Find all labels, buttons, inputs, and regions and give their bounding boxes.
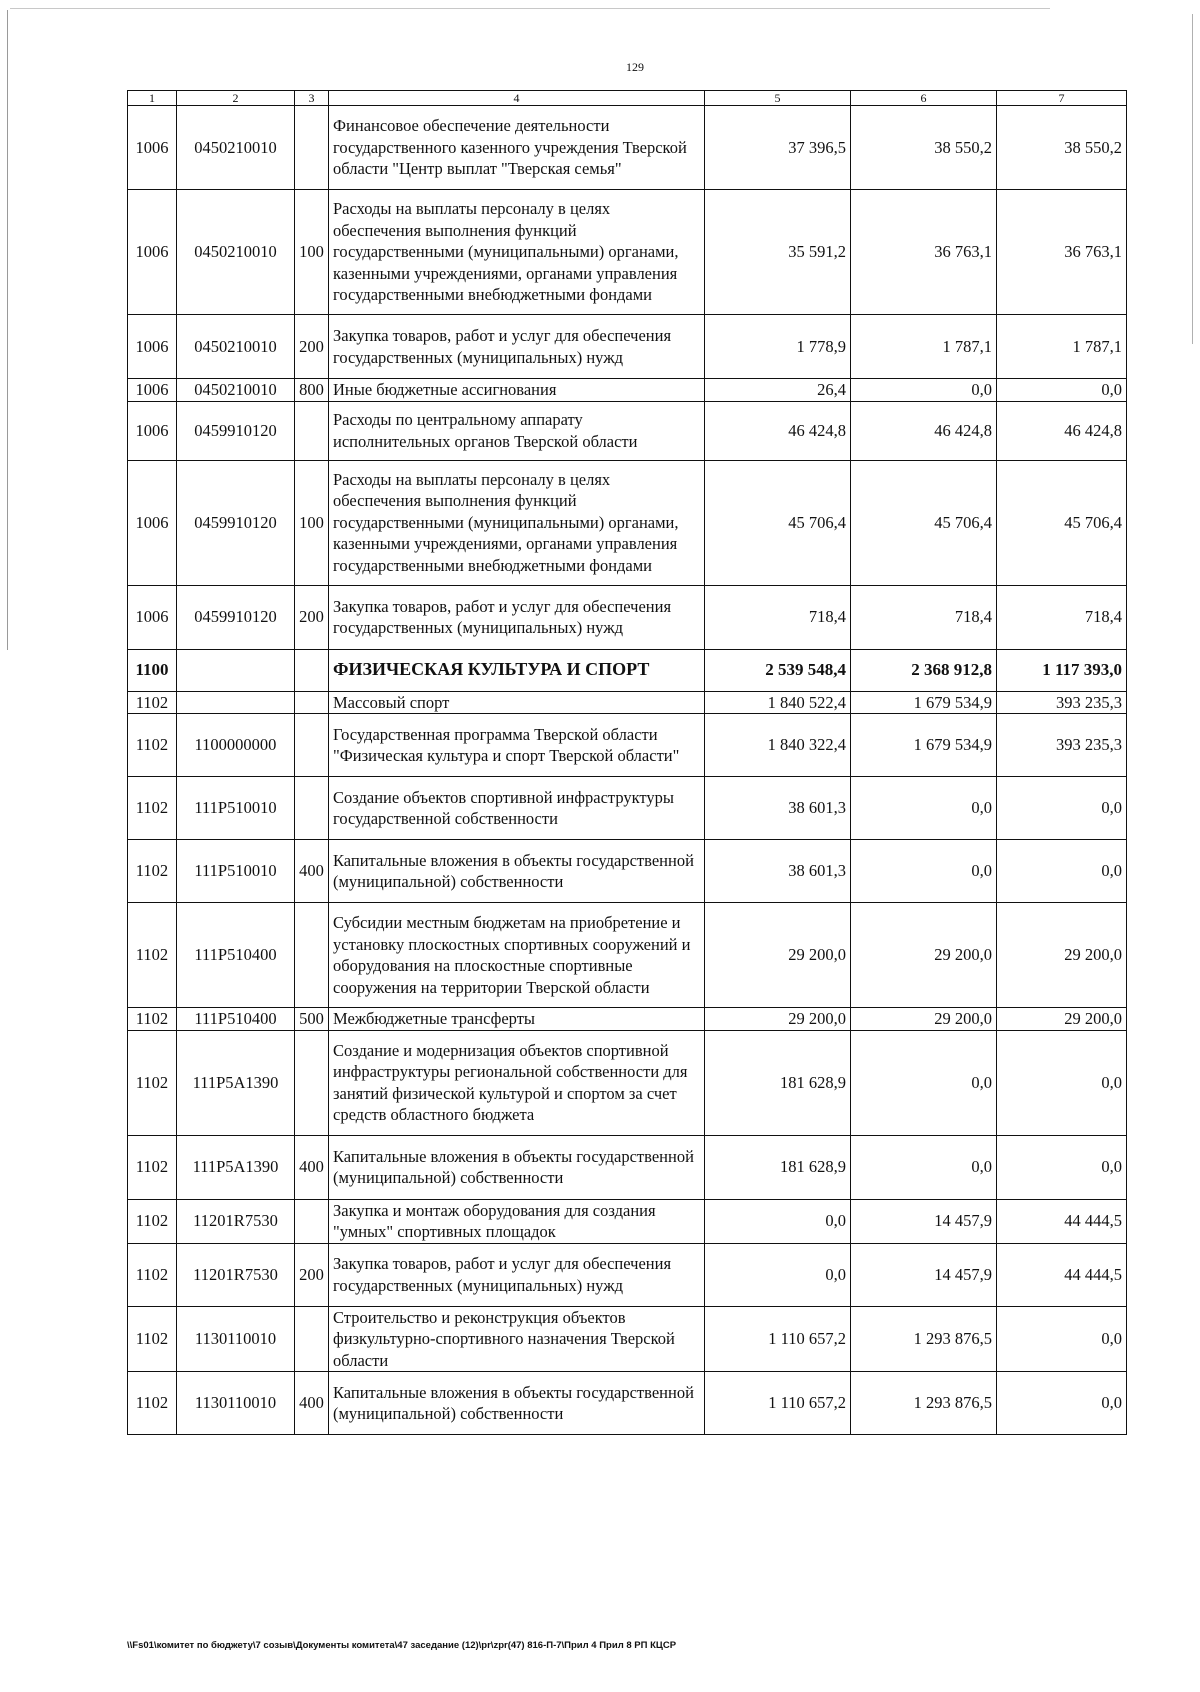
footer-file-path: \\Fs01\комитет по бюджету\7 созыв\Документы комитета\47 заседание (12)\pr\zpr(47) 816-П-7\Прил 4 Прил 8 РП КЦСР xyxy=(127,1640,677,1651)
cell-value-col7: 0,0 xyxy=(997,1135,1127,1199)
cell-value-col6: 0,0 xyxy=(851,379,997,402)
cell-description: Закупка товаров, работ и услуг для обеспечения государственных (муниципальных) нужд xyxy=(329,585,705,649)
cell-expense-type: 400 xyxy=(295,1135,329,1199)
cell-expense-type: 400 xyxy=(295,1372,329,1435)
table-row xyxy=(128,649,1127,691)
cell-value-col6: 46 424,8 xyxy=(851,401,997,460)
cell-target-code: 1130110010 xyxy=(177,1306,295,1372)
column-header: 4 xyxy=(329,91,705,106)
cell-description: Иные бюджетные ассигнования xyxy=(329,379,705,402)
cell-value-col6: 1 679 534,9 xyxy=(851,691,997,714)
cell-value-col5: 1 778,9 xyxy=(705,315,851,379)
cell-description: ФИЗИЧЕСКАЯ КУЛЬТУРА И СПОРТ xyxy=(329,649,705,691)
cell-value-col7: 0,0 xyxy=(997,1372,1127,1435)
cell-expense-type xyxy=(295,691,329,714)
cell-section: 1102 xyxy=(128,1372,177,1435)
cell-target-code: 111P510010 xyxy=(177,777,295,840)
cell-target-code: 0450210010 xyxy=(177,190,295,315)
cell-value-col5: 181 628,9 xyxy=(705,1135,851,1199)
cell-value-col7: 29 200,0 xyxy=(997,1008,1127,1031)
cell-description: Расходы на выплаты персоналу в целях обеспечения выполнения функций государственными (муниципальными) органами, казенными учреждениями, органами управления государственными внебюджетными фондами xyxy=(329,460,705,585)
cell-expense-type xyxy=(295,903,329,1008)
cell-description: Закупка товаров, работ и услуг для обеспечения государственных (муниципальных) нужд xyxy=(329,1243,705,1306)
scan-edge-top xyxy=(10,8,1050,9)
cell-target-code: 0450210010 xyxy=(177,106,295,190)
cell-description: Капитальные вложения в объекты государственной (муниципальной) собственности xyxy=(329,840,705,903)
cell-value-col5: 181 628,9 xyxy=(705,1030,851,1135)
cell-target-code xyxy=(177,649,295,691)
table-row xyxy=(128,585,1127,649)
cell-value-col7: 38 550,2 xyxy=(997,106,1127,190)
cell-target-code: 11201R7530 xyxy=(177,1243,295,1306)
cell-description: Межбюджетные трансферты xyxy=(329,1008,705,1031)
cell-description: Закупка и монтаж оборудования для создания "умных" спортивных площадок xyxy=(329,1199,705,1243)
cell-target-code: 11201R7530 xyxy=(177,1199,295,1243)
cell-expense-type xyxy=(295,1030,329,1135)
cell-target-code: 0459910120 xyxy=(177,460,295,585)
column-header: 3 xyxy=(295,91,329,106)
column-header: 2 xyxy=(177,91,295,106)
cell-section: 1102 xyxy=(128,1306,177,1372)
cell-value-col5: 38 601,3 xyxy=(705,777,851,840)
cell-target-code: 1100000000 xyxy=(177,714,295,777)
cell-value-col7: 0,0 xyxy=(997,840,1127,903)
cell-section: 1006 xyxy=(128,106,177,190)
cell-target-code: 111P510010 xyxy=(177,840,295,903)
cell-value-col5: 35 591,2 xyxy=(705,190,851,315)
cell-description: Финансовое обеспечение деятельности государственного казенного учреждения Тверской области "Центр выплат "Тверская семья" xyxy=(329,106,705,190)
cell-value-col5: 0,0 xyxy=(705,1243,851,1306)
cell-value-col7: 46 424,8 xyxy=(997,401,1127,460)
table-row xyxy=(128,379,1127,402)
cell-expense-type: 200 xyxy=(295,1243,329,1306)
cell-target-code: 111P510400 xyxy=(177,1008,295,1031)
cell-value-col6: 38 550,2 xyxy=(851,106,997,190)
cell-value-col7: 0,0 xyxy=(997,1306,1127,1372)
cell-value-col6: 0,0 xyxy=(851,1135,997,1199)
cell-value-col6: 0,0 xyxy=(851,1030,997,1135)
cell-expense-type: 100 xyxy=(295,190,329,315)
cell-description: Расходы по центральному аппарату исполнительных органов Тверской области xyxy=(329,401,705,460)
cell-target-code: 0450210010 xyxy=(177,315,295,379)
cell-value-col5: 38 601,3 xyxy=(705,840,851,903)
cell-expense-type: 200 xyxy=(295,315,329,379)
cell-target-code: 1130110010 xyxy=(177,1372,295,1435)
cell-description: Создание объектов спортивной инфраструктуры государственной собственности xyxy=(329,777,705,840)
cell-expense-type xyxy=(295,1199,329,1243)
cell-value-col7: 1 787,1 xyxy=(997,315,1127,379)
cell-section: 1006 xyxy=(128,315,177,379)
cell-value-col5: 1 840 522,4 xyxy=(705,691,851,714)
cell-section: 1102 xyxy=(128,1199,177,1243)
column-header: 6 xyxy=(851,91,997,106)
cell-value-col5: 26,4 xyxy=(705,379,851,402)
cell-description: Капитальные вложения в объекты государственной (муниципальной) собственности xyxy=(329,1135,705,1199)
cell-description: Капитальные вложения в объекты государственной (муниципальной) собственности xyxy=(329,1372,705,1435)
cell-value-col6: 45 706,4 xyxy=(851,460,997,585)
cell-value-col5: 0,0 xyxy=(705,1199,851,1243)
cell-description: Строительство и реконструкция объектов физкультурно-спортивного назначения Тверской области xyxy=(329,1306,705,1372)
cell-value-col5: 1 840 322,4 xyxy=(705,714,851,777)
cell-value-col6: 1 293 876,5 xyxy=(851,1372,997,1435)
table-row xyxy=(128,1243,1127,1306)
cell-value-col7: 0,0 xyxy=(997,777,1127,840)
column-header: 5 xyxy=(705,91,851,106)
cell-section: 1006 xyxy=(128,401,177,460)
cell-expense-type xyxy=(295,401,329,460)
cell-value-col5: 1 110 657,2 xyxy=(705,1372,851,1435)
table-row xyxy=(128,1372,1127,1435)
table-row xyxy=(128,1306,1127,1372)
table-row xyxy=(128,106,1127,190)
cell-section: 1102 xyxy=(128,777,177,840)
cell-section: 1102 xyxy=(128,1008,177,1031)
cell-value-col6: 29 200,0 xyxy=(851,1008,997,1031)
cell-expense-type: 200 xyxy=(295,585,329,649)
table-row xyxy=(128,1135,1127,1199)
budget-table xyxy=(127,90,1127,1435)
cell-value-col7: 45 706,4 xyxy=(997,460,1127,585)
cell-section: 1102 xyxy=(128,903,177,1008)
page-number: 129 xyxy=(626,60,644,74)
cell-value-col7: 44 444,5 xyxy=(997,1243,1127,1306)
table-row xyxy=(128,1199,1127,1243)
cell-value-col6: 14 457,9 xyxy=(851,1243,997,1306)
cell-value-col5: 46 424,8 xyxy=(705,401,851,460)
cell-expense-type: 100 xyxy=(295,460,329,585)
cell-value-col7: 29 200,0 xyxy=(997,903,1127,1008)
cell-expense-type xyxy=(295,1306,329,1372)
cell-target-code: 0459910120 xyxy=(177,585,295,649)
cell-value-col5: 2 539 548,4 xyxy=(705,649,851,691)
column-header: 7 xyxy=(997,91,1127,106)
cell-value-col7: 718,4 xyxy=(997,585,1127,649)
cell-value-col6: 718,4 xyxy=(851,585,997,649)
table-row xyxy=(128,714,1127,777)
table-body xyxy=(128,106,1127,1435)
cell-description: Закупка товаров, работ и услуг для обеспечения государственных (муниципальных) нужд xyxy=(329,315,705,379)
cell-value-col7: 393 235,3 xyxy=(997,691,1127,714)
cell-section: 1102 xyxy=(128,1243,177,1306)
cell-value-col6: 29 200,0 xyxy=(851,903,997,1008)
table-row xyxy=(128,903,1127,1008)
table-row xyxy=(128,190,1127,315)
table-row xyxy=(128,401,1127,460)
cell-target-code: 0459910120 xyxy=(177,401,295,460)
cell-section: 1006 xyxy=(128,379,177,402)
cell-section: 1006 xyxy=(128,460,177,585)
cell-description: Субсидии местным бюджетам на приобретение и установку плоскостных спортивных сооружений и оборудования на плоскостные спортивные сооружения на территории Тверской области xyxy=(329,903,705,1008)
cell-description: Создание и модернизация объектов спортивной инфраструктуры региональной собственности для занятий физической культурой и спортом за счет средств областного бюджета xyxy=(329,1030,705,1135)
table-header-row xyxy=(128,91,1127,106)
table-row xyxy=(128,840,1127,903)
cell-expense-type xyxy=(295,649,329,691)
cell-value-col6: 1 787,1 xyxy=(851,315,997,379)
cell-value-col6: 36 763,1 xyxy=(851,190,997,315)
cell-value-col6: 1 293 876,5 xyxy=(851,1306,997,1372)
cell-description: Расходы на выплаты персоналу в целях обеспечения выполнения функций государственными (муниципальными) органами, казенными учреждениями, органами управления государственными внебюджетными фондами xyxy=(329,190,705,315)
cell-value-col7: 44 444,5 xyxy=(997,1199,1127,1243)
table-row xyxy=(128,315,1127,379)
cell-section: 1102 xyxy=(128,714,177,777)
cell-description: Массовый спорт xyxy=(329,691,705,714)
cell-section: 1102 xyxy=(128,1135,177,1199)
cell-value-col5: 45 706,4 xyxy=(705,460,851,585)
table-row xyxy=(128,1008,1127,1031)
cell-expense-type xyxy=(295,714,329,777)
cell-value-col6: 1 679 534,9 xyxy=(851,714,997,777)
cell-section: 1102 xyxy=(128,691,177,714)
cell-value-col6: 0,0 xyxy=(851,777,997,840)
cell-target-code xyxy=(177,691,295,714)
cell-value-col6: 14 457,9 xyxy=(851,1199,997,1243)
cell-description: Государственная программа Тверской области "Физическая культура и спорт Тверской области" xyxy=(329,714,705,777)
cell-target-code: 111P5A1390 xyxy=(177,1135,295,1199)
cell-value-col7: 1 117 393,0 xyxy=(997,649,1127,691)
cell-target-code: 111P5A1390 xyxy=(177,1030,295,1135)
scan-edge-left xyxy=(7,10,8,650)
cell-expense-type: 800 xyxy=(295,379,329,402)
cell-value-col7: 0,0 xyxy=(997,379,1127,402)
table-row xyxy=(128,1030,1127,1135)
cell-expense-type xyxy=(295,106,329,190)
cell-value-col5: 29 200,0 xyxy=(705,1008,851,1031)
cell-value-col5: 718,4 xyxy=(705,585,851,649)
cell-value-col5: 37 396,5 xyxy=(705,106,851,190)
table-row xyxy=(128,460,1127,585)
cell-value-col7: 0,0 xyxy=(997,1030,1127,1135)
cell-value-col6: 0,0 xyxy=(851,840,997,903)
table-row xyxy=(128,777,1127,840)
cell-section: 1006 xyxy=(128,190,177,315)
cell-value-col5: 29 200,0 xyxy=(705,903,851,1008)
column-header: 1 xyxy=(128,91,177,106)
cell-section: 1006 xyxy=(128,585,177,649)
cell-expense-type: 500 xyxy=(295,1008,329,1031)
cell-value-col7: 36 763,1 xyxy=(997,190,1127,315)
cell-value-col5: 1 110 657,2 xyxy=(705,1306,851,1372)
cell-value-col6: 2 368 912,8 xyxy=(851,649,997,691)
cell-target-code: 0450210010 xyxy=(177,379,295,402)
cell-section: 1102 xyxy=(128,1030,177,1135)
cell-expense-type xyxy=(295,777,329,840)
cell-section: 1100 xyxy=(128,649,177,691)
cell-expense-type: 400 xyxy=(295,840,329,903)
cell-target-code: 111P510400 xyxy=(177,903,295,1008)
cell-section: 1102 xyxy=(128,840,177,903)
table-row xyxy=(128,691,1127,714)
cell-value-col7: 393 235,3 xyxy=(997,714,1127,777)
